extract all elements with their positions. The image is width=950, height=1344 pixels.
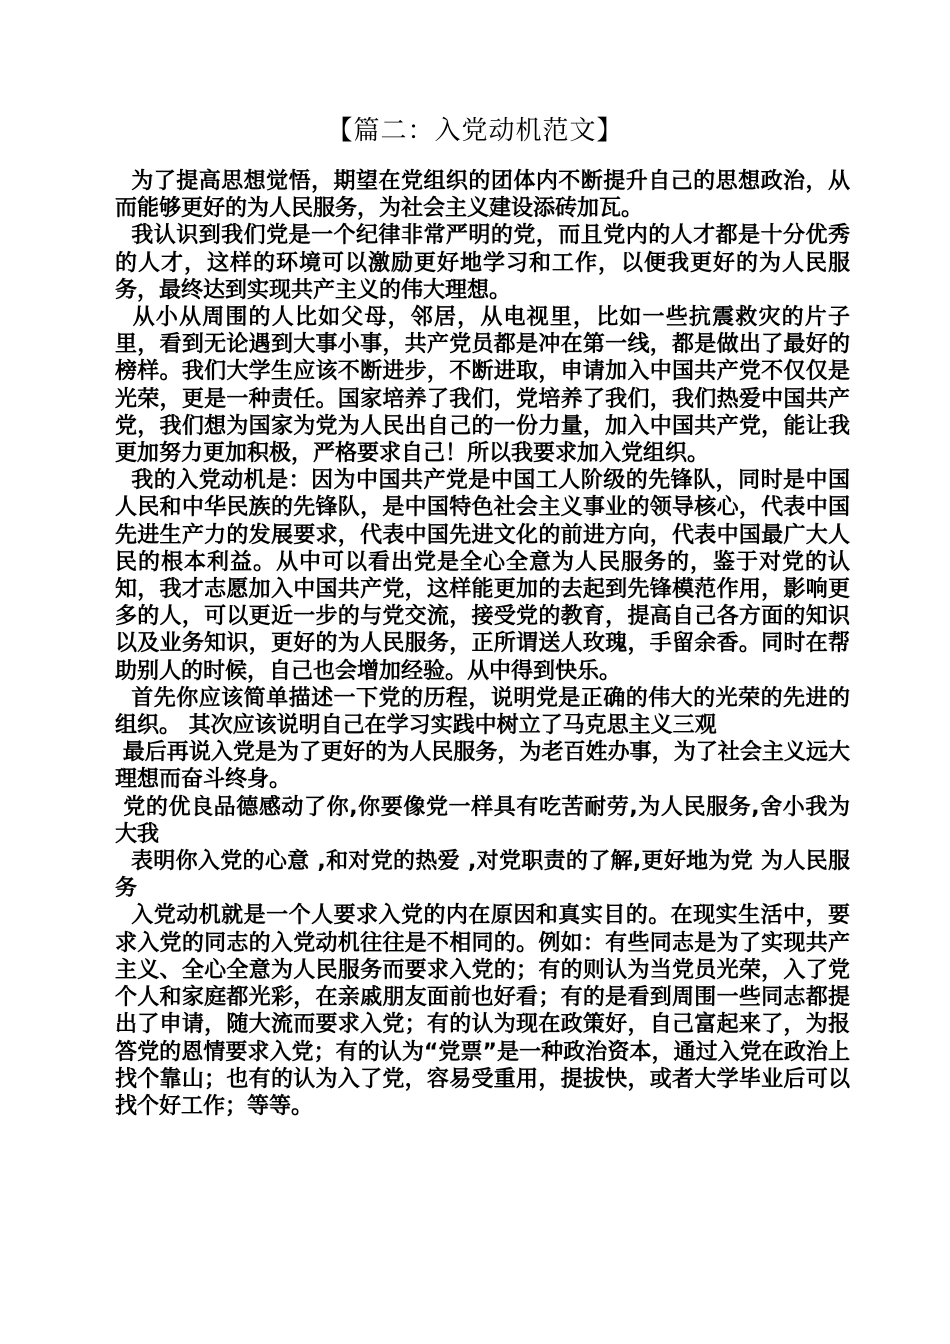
paragraph-7: 党的优良品德感动了你,你要像党一样具有吃苦耐劳,为人民服务,舍小我为大我 bbox=[115, 794, 850, 847]
document-body bbox=[115, 168, 850, 1120]
paragraph-5: 首先你应该简单描述一下党的历程，说明党是正确的伟大的光荣的先进的组织。 其次应该说明自己在学习实践中树立了马克思主义三观 bbox=[115, 685, 850, 739]
paragraph-4: 我的入党动机是：因为中国共产党是中国工人阶级的先锋队，同时是中国人民和中华民族的先锋队，是中国特色社会主义事业的领导核心，代表中国先进生产力的发展要求，代表中国先进文化的前进方向，代表中国最广大人民的根本利益。从中可以看出党是全心全意为人民服务的，鉴于对党的认知，我才志愿加入中国共产党，这样能更加的去起到先锋模范作用，影响更多的人，可以更近一步的与党交流，接受党的教育，提高自己各方面的知识以及业务知识，更好的为人民服务，正所谓送人玫瑰，手留余香。同时在帮助别人的时候，自己也会增加经验。从中得到快乐。 bbox=[115, 468, 850, 684]
paragraph-2: 我认识到我们党是一个纪律非常严明的党，而且党内的人才都是十分优秀的人才，这样的环境可以激励更好地学习和工作，以便我更好的为人民服务，最终达到实现共产主义的伟大理想。 bbox=[115, 223, 850, 303]
paragraph-1: 为了提高思想觉悟，期望在党组织的团体内不断提升自己的思想政治，从而能够更好的为人民服务，为社会主义建设添砖加瓦。 bbox=[115, 169, 850, 222]
paragraph-9: 入党动机就是一个人要求入党的内在原因和真实目的。在现实生活中，要求入党的同志的入党动机往往是不相同的。例如：有些同志是为了实现共产主义、全心全意为人民服务而要求入党的；有的则认为当党员光荣，入了党个人和家庭都光彩，在亲戚朋友面前也好看；有的是看到周围一些同志都提出了申请，随大流而要求入党；有的认为现在政策好，自己富起来了，为报答党的恩情要求入党；有的认为“党票”是一种政治资本，通过入党在政治上找个靠山；也有的认为入了党，容易受重用，提拔快，或者大学毕业后可以找个好工作；等等。 bbox=[115, 903, 850, 1119]
document-title: 【篇二：入党动机范文】 bbox=[326, 116, 624, 146]
paragraph-6: 最后再说入党是为了更好的为人民服务，为老百姓办事，为了社会主义远大理想而奋斗终身。 bbox=[115, 740, 850, 793]
paragraph-3: 从小从周围的人比如父母，邻居，从电视里，比如一些抗震救灾的片子里，看到无论遇到大事小事，共产党员都是冲在第一线，都是做出了最好的榜样。我们大学生应该不断进步，不断进取，申请加入中国共产党不仅仅是光荣，更是一种责任。国家培养了我们，党培养了我们，我们热爱中国共产党，我们想为国家为党为人民出自己的一份力量，加入中国共产党，能让我更加努力更加积极，严格要求自己！所以我要求加入党组织。 bbox=[115, 305, 850, 467]
paragraph-8: 表明你入党的心意 ,和对党的热爱 ,对党职责的了解,更好地为党 为人民服务 bbox=[115, 849, 850, 902]
